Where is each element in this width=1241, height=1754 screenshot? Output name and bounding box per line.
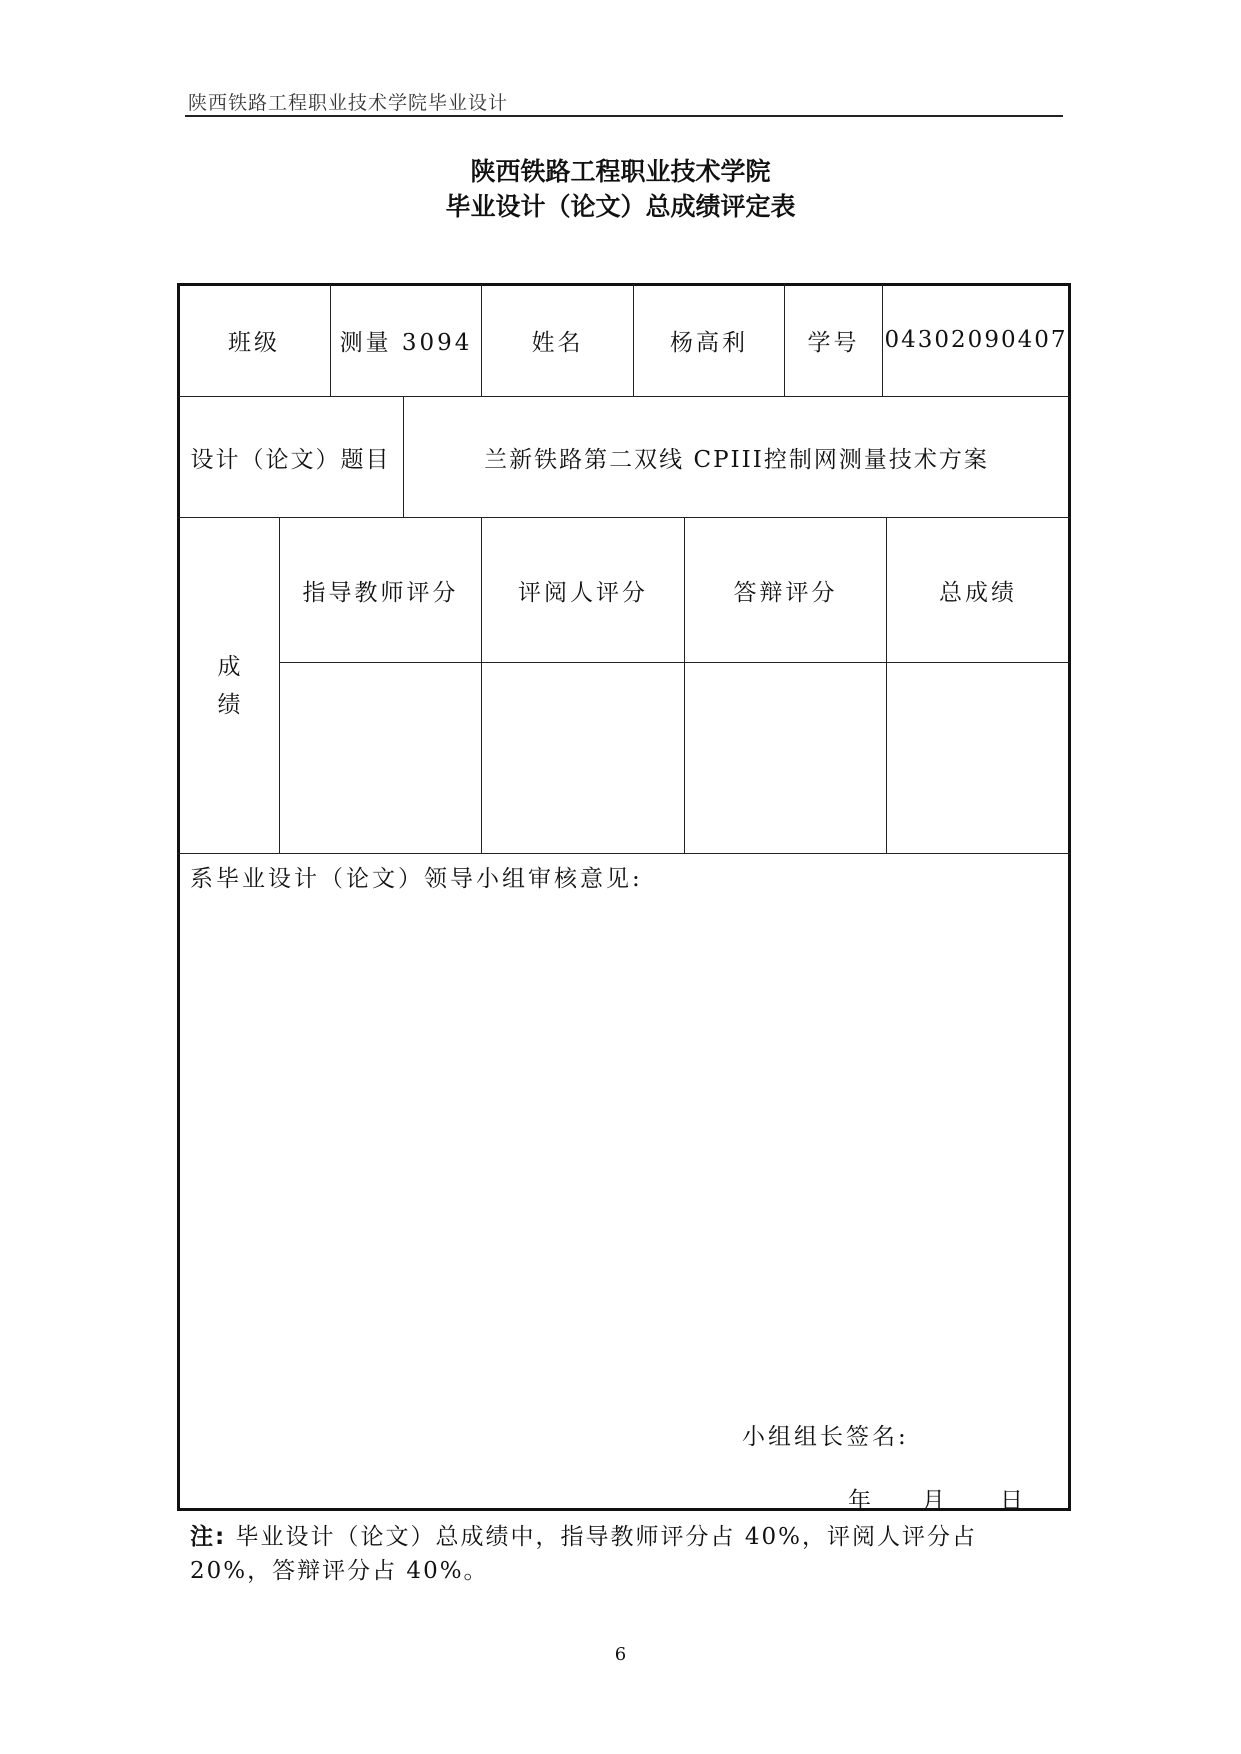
note-prefix: 注: <box>190 1524 227 1550</box>
name-value: 杨高利 <box>670 329 748 356</box>
date-year-label: 年 <box>848 1488 871 1514</box>
score-header-reviewer: 评阅人评分 <box>518 579 648 606</box>
score-value-defense[interactable] <box>685 663 886 853</box>
running-header: 陕西铁路工程职业技术学院毕业设计 <box>188 92 509 114</box>
student-id-value: 04302090407 <box>884 327 1068 353</box>
header-rule <box>185 115 1063 117</box>
topic-label: 设计（论文）题目 <box>190 446 391 473</box>
note-text: 毕业设计（论文）总成绩中，指导教师评分占 40%，评阅人评分占 20%，答辩评分占 40%。 <box>190 1524 977 1584</box>
date-month-label: 月 <box>922 1488 945 1514</box>
score-value-reviewer[interactable] <box>482 663 684 853</box>
score-header-advisor: 指导教师评分 <box>302 579 459 606</box>
date-day-label: 日 <box>1000 1488 1023 1514</box>
topic-value: 兰新铁路第二双线 CPIII控制网测量技术方案 <box>484 446 989 473</box>
review-opinion-label: 系毕业设计（论文）领导小组审核意见: <box>190 866 643 892</box>
row-divider-3 <box>178 853 1070 854</box>
page-number: 6 <box>614 1644 627 1665</box>
score-section-char-1: 成 <box>217 654 241 680</box>
document-title-line1: 陕西铁路工程职业技术学院 <box>470 157 771 186</box>
name-label: 姓名 <box>531 329 584 356</box>
student-id-label: 学号 <box>807 329 860 356</box>
score-section-char-2: 绩 <box>217 692 241 718</box>
class-value: 测量 3094 <box>339 329 473 356</box>
note-paragraph <box>190 1520 1062 1588</box>
score-header-defense: 答辩评分 <box>733 579 838 606</box>
document-title-line2: 毕业设计（论文）总成绩评定表 <box>445 192 796 221</box>
signature-label: 小组组长签名: <box>742 1424 909 1450</box>
class-label: 班级 <box>228 329 280 356</box>
score-value-total[interactable] <box>887 663 1069 853</box>
score-section-label <box>209 648 249 724</box>
score-value-advisor[interactable] <box>280 663 481 853</box>
score-header-total: 总成绩 <box>939 579 1017 606</box>
